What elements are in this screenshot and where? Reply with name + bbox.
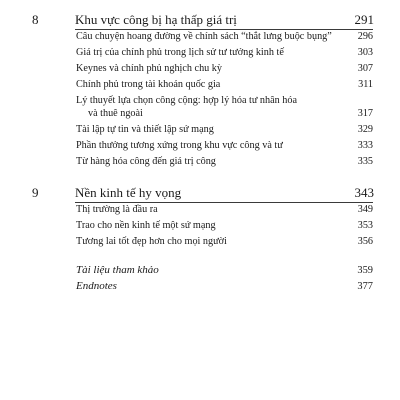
chapter-8-page: 291 [354, 12, 374, 27]
toc-entry-8-3-page: 307 [357, 63, 373, 74]
toc-entry-8-8-page: 335 [357, 156, 373, 167]
chapter-8-title: Khu vực công bị hạ thấp giá trị [75, 12, 237, 27]
bibliography-entry: Tài liệu tham khảo [76, 264, 159, 276]
toc-entry-9-3-page: 356 [357, 236, 373, 247]
chapter-9-page: 343 [354, 185, 374, 200]
toc-entry-8-6-page: 329 [357, 124, 373, 135]
toc-entry-9-1-page: 349 [357, 204, 373, 215]
toc-entry-8-5: Lý thuyết lựa chọn công cộng: hợp lý hóa tư nhân hóa [76, 95, 297, 106]
toc-entry-8-4: Chính phủ trong tài khoản quốc gia [76, 79, 221, 90]
bibliography-page: 359 [357, 265, 373, 276]
toc-entry-8-1: Câu chuyện hoang đường về chính sách “thắt lưng buộc bụng” [76, 31, 332, 42]
endnotes-entry: Endnotes [76, 280, 117, 292]
chapter-8-rule [75, 29, 373, 30]
toc-entry-9-1: Thị trường là đầu ra [76, 204, 158, 215]
toc-entry-8-8: Từ hàng hóa công đến giá trị công [76, 156, 216, 167]
toc-entry-8-2-page: 303 [357, 47, 373, 58]
chapter-8-number: 8 [32, 12, 39, 27]
toc-entry-8-7-page: 333 [357, 140, 373, 151]
toc-entry-9-2-page: 353 [357, 220, 373, 231]
toc-entry-9-2: Trao cho nền kinh tế một sứ mạng [76, 220, 216, 231]
toc-entry-8-6: Tài lập tự tin và thiết lập sứ mạng [76, 124, 214, 135]
toc-entry-8-3: Keynes và chính phủ nghịch chu kỳ [76, 63, 222, 74]
toc-entry-8-5-page: 317 [357, 108, 373, 119]
toc-entry-8-1-page: 296 [357, 31, 373, 42]
toc-entry-8-5-continued: và thuê ngoài [88, 108, 143, 119]
chapter-9-number: 9 [32, 185, 39, 200]
toc-entry-9-3: Tương lai tốt đẹp hơn cho mọi người [76, 236, 227, 247]
chapter-9-rule [75, 202, 373, 203]
toc-entry-8-7: Phần thưởng tương xứng trong khu vực công và tư [76, 140, 283, 151]
toc-entry-8-4-page: 311 [358, 79, 373, 90]
endnotes-page: 377 [357, 281, 373, 292]
toc-entry-8-2: Giá trị của chính phủ trong lịch sử tư tưởng kinh tế [76, 47, 284, 58]
chapter-9-title: Nền kinh tế hy vọng [75, 185, 182, 200]
